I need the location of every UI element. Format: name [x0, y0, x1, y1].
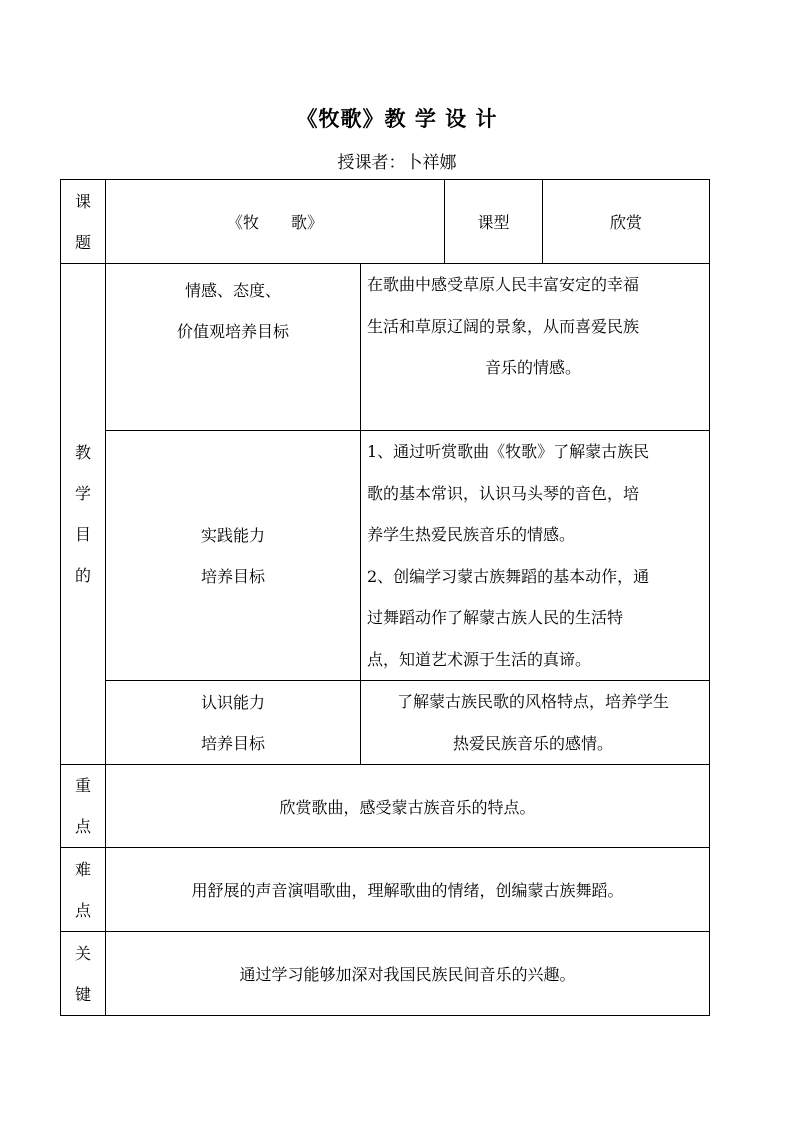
- key-row: [61, 932, 710, 1016]
- course-title-value: 《牧 歌》: [106, 180, 445, 264]
- key-point-label: 重 点: [61, 765, 106, 848]
- key-value: 通过学习能够加深对我国民族民间音乐的兴趣。: [106, 932, 710, 1016]
- goal-content-practice: 1、通过听赏歌曲《牧歌》了解蒙古族民 歌的基本常识，认识马头琴的音色，培 养学生热爱民族音乐的情感。 2、创编学习蒙古族舞蹈的基本动作，通 过舞蹈动作了解蒙古族人民的生活特 点，知道艺术源于生活的真谛。: [361, 431, 710, 681]
- difficulty-value: 用舒展的声音演唱歌曲，理解歌曲的情绪，创编蒙古族舞蹈。: [106, 848, 710, 932]
- author-line: 授课者：卜祥娜: [337, 153, 457, 173]
- goal-label-emotion: 情感、态度、 价值观培养目标: [106, 264, 361, 431]
- key-point-value: 欣赏歌曲，感受蒙古族音乐的特点。: [106, 765, 710, 848]
- lesson-plan-table: [60, 179, 710, 1016]
- goal-label-cognition: 认识能力 培养目标: [106, 681, 361, 765]
- course-type-label: 课型: [445, 180, 543, 264]
- goal-row-cognition: [61, 681, 710, 765]
- course-type-value: 欣赏: [543, 180, 710, 264]
- difficulty-row: [61, 848, 710, 932]
- goal-content-cognition: 了解蒙古族民歌的风格特点，培养学生 热爱民族音乐的感情。: [361, 681, 710, 765]
- key-point-row: [61, 765, 710, 848]
- document-title: 《牧歌》教 学 设 计: [296, 106, 498, 131]
- course-title-label: 课 题: [61, 180, 106, 264]
- difficulty-label: 难 点: [61, 848, 106, 932]
- goal-row-practice: [61, 431, 710, 681]
- teaching-goals-label: 教 学 目 的: [61, 264, 106, 765]
- goal-label-practice: 实践能力 培养目标: [106, 431, 361, 681]
- course-title-row: [61, 180, 710, 264]
- key-label: 关 键: [61, 932, 106, 1016]
- goal-row-emotion: [61, 264, 710, 431]
- goal-content-emotion: 在歌曲中感受草原人民丰富安定的幸福 生活和草原辽阔的景象，从而喜爱民族 音乐的情感。: [361, 264, 710, 431]
